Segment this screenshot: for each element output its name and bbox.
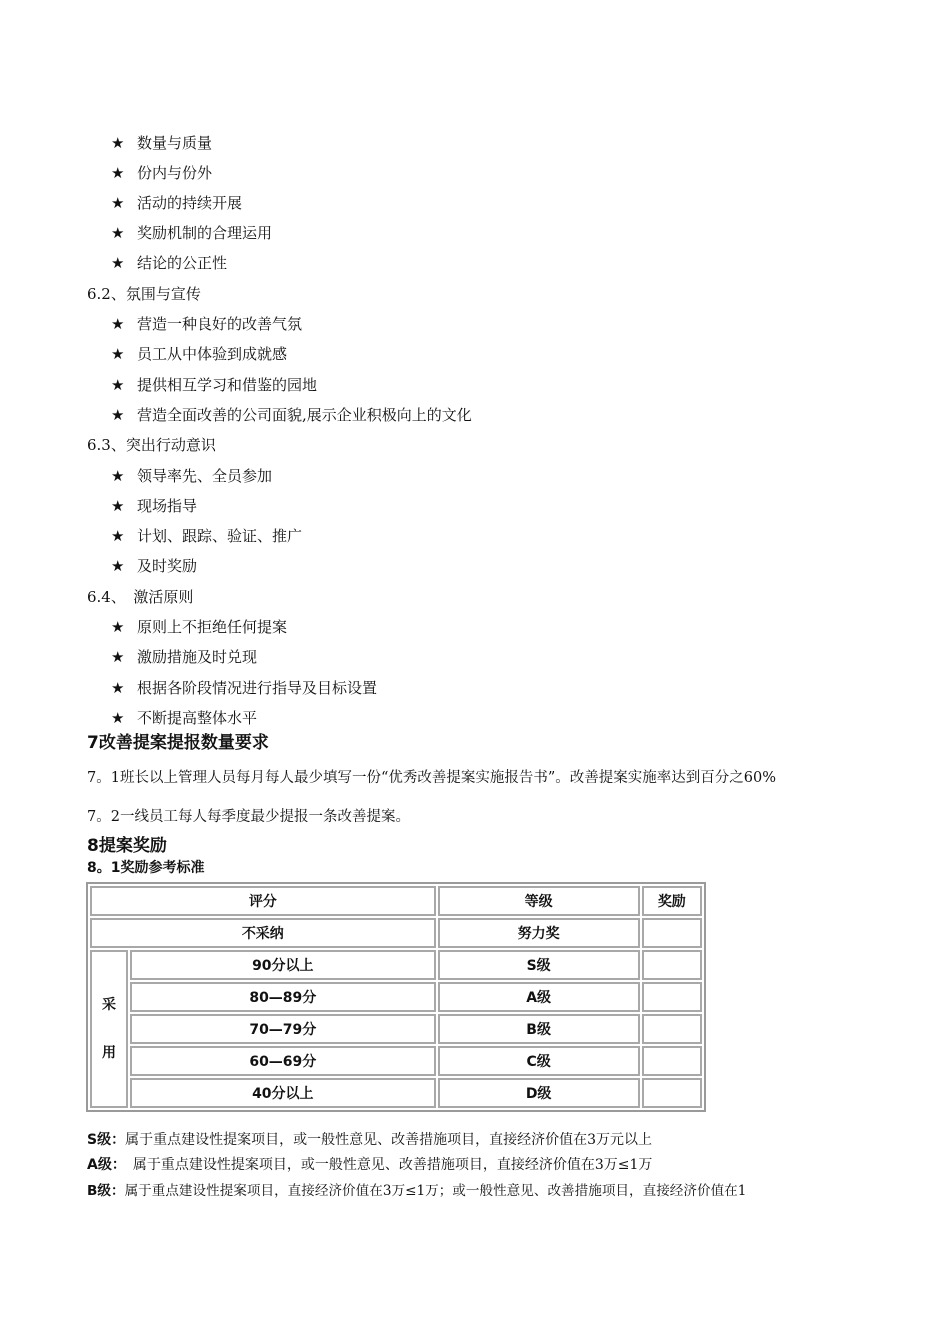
list-item: ★ 原则上不拒绝任何提案 <box>111 618 288 636</box>
table-row <box>90 1046 702 1076</box>
table-row <box>90 982 702 1012</box>
grade-definition-a: A级： 属于重点建设性提案项目，或一般性意见、改善措施项目，直接经济价值在3万≤1万 <box>87 1157 653 1173</box>
adopted-label-cell: 采 用 <box>90 950 128 1108</box>
table-row <box>90 1078 702 1108</box>
star-icon: ★ <box>111 224 125 242</box>
list-item: ★ 及时奖励 <box>111 557 198 575</box>
score-cell: 不采纳 <box>90 918 436 948</box>
header-grade: 等级 <box>438 886 640 916</box>
list-item: ★ 结论的公正性 <box>111 254 228 272</box>
list-item: ★ 营造一种良好的改善气氛 <box>111 315 303 333</box>
list-item: ★ 活动的持续开展 <box>111 194 243 212</box>
grade-cell: C级 <box>438 1046 640 1076</box>
list-item: ★ 激励措施及时兑现 <box>111 648 258 666</box>
grade-definition-b: B级：属于重点建设性提案项目，直接经济价值在3万≤1万；或一般性意见、改善措施项目，直接经济价值在1 <box>87 1183 747 1199</box>
table-row <box>90 1014 702 1044</box>
table-header-row <box>90 886 702 916</box>
section-heading-6-2: 6.2、氛围与宣传 <box>87 285 201 303</box>
star-icon: ★ <box>111 376 125 394</box>
section-heading-6-4: 6.4、 激活原则 <box>87 588 194 606</box>
paragraph-7-2: 7。2一线员工每人每季度最少提报一条改善提案。 <box>87 809 410 825</box>
section-title-7: 7改善提案提报数量要求 <box>87 733 269 753</box>
star-icon: ★ <box>111 618 125 636</box>
score-cell: 60—69分 <box>130 1046 436 1076</box>
reward-cell <box>642 1046 702 1076</box>
header-reward: 奖励 <box>642 886 702 916</box>
list-item: ★ 提供相互学习和借鉴的园地 <box>111 376 318 394</box>
section-subtitle-8-1: 8。1奖励参考标准 <box>87 860 205 876</box>
list-item: ★ 不断提高整体水平 <box>111 709 258 727</box>
list-item: ★ 领导率先、全员参加 <box>111 467 273 485</box>
list-item: ★ 根据各阶段情况进行指导及目标设置 <box>111 679 378 697</box>
reward-cell <box>642 1078 702 1108</box>
header-score: 评分 <box>90 886 436 916</box>
star-icon: ★ <box>111 527 125 545</box>
star-icon: ★ <box>111 315 125 333</box>
score-cell: 40分以上 <box>130 1078 436 1108</box>
score-cell: 90分以上 <box>130 950 436 980</box>
star-icon: ★ <box>111 648 125 666</box>
reward-cell <box>642 982 702 1012</box>
list-item: ★ 营造全面改善的公司面貌,展示企业积极向上的文化 <box>111 406 472 424</box>
table-row <box>90 918 702 948</box>
reward-cell <box>642 918 702 948</box>
list-item: ★ 员工从中体验到成就感 <box>111 345 288 363</box>
star-icon: ★ <box>111 254 125 272</box>
grade-cell: 努力奖 <box>438 918 640 948</box>
score-cell: 70—79分 <box>130 1014 436 1044</box>
star-icon: ★ <box>111 467 125 485</box>
star-icon: ★ <box>111 497 125 515</box>
grade-cell: A级 <box>438 982 640 1012</box>
section-title-8: 8提案奖励 <box>87 836 167 856</box>
reward-cell <box>642 950 702 980</box>
list-item: ★ 现场指导 <box>111 497 198 515</box>
score-cell: 80—89分 <box>130 982 436 1012</box>
list-item: ★ 奖励机制的合理运用 <box>111 224 273 242</box>
grade-definition-s: S级：属于重点建设性提案项目，或一般性意见、改善措施项目，直接经济价值在3万元以上 <box>87 1132 652 1148</box>
star-icon: ★ <box>111 557 125 575</box>
list-item: ★ 计划、跟踪、验证、推广 <box>111 527 303 545</box>
grade-cell: D级 <box>438 1078 640 1108</box>
star-icon: ★ <box>111 194 125 212</box>
star-icon: ★ <box>111 164 125 182</box>
star-icon: ★ <box>111 406 125 424</box>
section-heading-6-3: 6.3、突出行动意识 <box>87 436 216 454</box>
paragraph-7-1: 7。1班长以上管理人员每月每人最少填写一份“优秀改善提案实施报告书”。改善提案实施率达到百分之60% <box>87 770 777 786</box>
grade-cell: S级 <box>438 950 640 980</box>
list-item: ★ 份内与份外 <box>111 164 213 182</box>
star-icon: ★ <box>111 345 125 363</box>
reward-table <box>86 882 706 1112</box>
table-row <box>90 950 702 980</box>
grade-cell: B级 <box>438 1014 640 1044</box>
star-icon: ★ <box>111 709 125 727</box>
star-icon: ★ <box>111 679 125 697</box>
reward-cell <box>642 1014 702 1044</box>
list-item: ★ 数量与质量 <box>111 134 213 152</box>
star-icon: ★ <box>111 134 125 152</box>
